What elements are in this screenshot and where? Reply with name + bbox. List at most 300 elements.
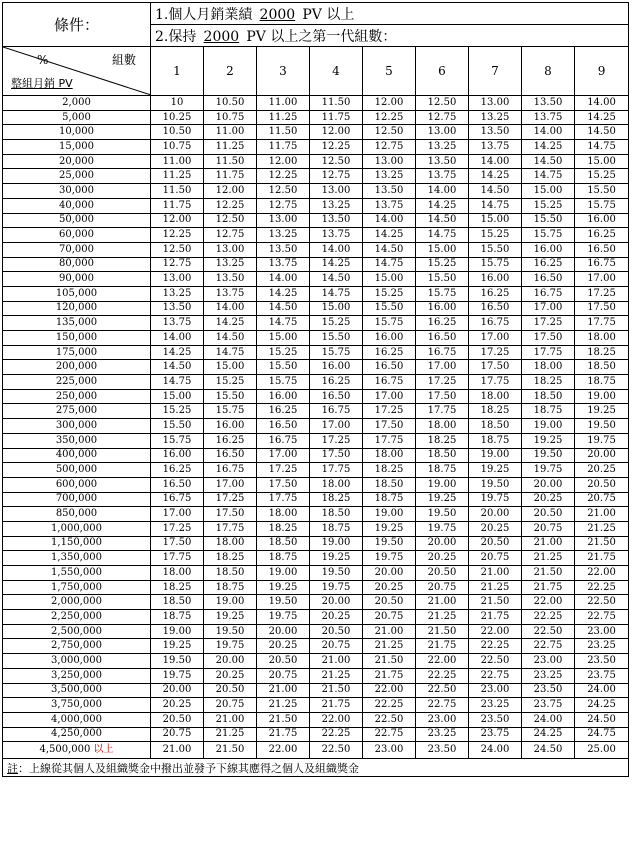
table-row (3, 551, 629, 566)
percentage-cell: 11.50 (151, 184, 204, 199)
pv-value: 1,350,000 (51, 552, 102, 564)
percentage-cell: 15.00 (204, 360, 257, 375)
table-row (3, 712, 629, 727)
table-row (3, 683, 629, 698)
percentage-cell: 16.50 (469, 301, 522, 316)
percentage-cell: 16.25 (469, 286, 522, 301)
percentage-cell: 15.25 (416, 257, 469, 272)
percentage-cell: 19.00 (310, 536, 363, 551)
percentage-cell: 14.50 (363, 242, 416, 257)
percentage-cell: 17.25 (204, 492, 257, 507)
percentage-cell: 15.50 (363, 301, 416, 316)
percentage-cell: 24.00 (575, 683, 629, 698)
percentage-cell: 12.00 (204, 184, 257, 199)
pv-value: 20,000 (59, 155, 94, 167)
percentage-cell: 20.75 (522, 521, 575, 536)
percentage-cell: 13.50 (416, 154, 469, 169)
pv-cell (3, 463, 151, 478)
percentage-cell: 15.25 (575, 169, 629, 184)
header-group-3: 3 (257, 47, 310, 96)
percentage-cell: 17.50 (416, 389, 469, 404)
percentage-cell: 22.75 (416, 698, 469, 713)
pv-value: 275,000 (55, 405, 98, 417)
percentage-cell: 23.25 (522, 668, 575, 683)
table-row (3, 154, 629, 169)
percentage-cell: 22.25 (416, 668, 469, 683)
percentage-cell: 16.75 (469, 316, 522, 331)
header-group-9: 9 (575, 47, 629, 96)
percentage-cell: 12.50 (416, 96, 469, 111)
percentage-cell: 14.75 (522, 169, 575, 184)
percentage-cell: 11.50 (204, 154, 257, 169)
pv-cell (3, 331, 151, 346)
condition-line-2-suffix: PV 以上之第一代組數： (246, 28, 397, 45)
percentage-cell: 16.25 (151, 463, 204, 478)
percentage-cell: 16.50 (522, 272, 575, 287)
percentage-cell: 17.25 (363, 404, 416, 419)
percentage-cell: 14.50 (151, 360, 204, 375)
percentage-cell: 15.00 (575, 154, 629, 169)
percentage-cell: 14.50 (416, 213, 469, 228)
percentage-cell: 20.75 (204, 698, 257, 713)
percentage-cell: 22.75 (575, 610, 629, 625)
percentage-cell: 15.75 (151, 433, 204, 448)
percentage-cell: 23.50 (575, 654, 629, 669)
pv-cell (3, 654, 151, 669)
table-row (3, 169, 629, 184)
percentage-cell: 20.50 (363, 595, 416, 610)
percentage-cell: 22.25 (363, 698, 416, 713)
pv-value: 4,500,000 (39, 744, 91, 756)
percentage-cell: 18.75 (469, 433, 522, 448)
percentage-cell: 21.25 (363, 639, 416, 654)
bonus-percentage-table (2, 2, 629, 777)
percentage-cell: 13.00 (363, 154, 416, 169)
pv-value: 700,000 (55, 493, 98, 505)
pv-value: 5,000 (62, 111, 91, 123)
percentage-cell: 22.50 (416, 683, 469, 698)
percentage-cell: 14.50 (522, 154, 575, 169)
percentage-cell: 18.50 (522, 389, 575, 404)
percentage-cell: 18.75 (310, 521, 363, 536)
table-row (3, 345, 629, 360)
percentage-cell: 22.00 (522, 595, 575, 610)
percentage-cell: 18.00 (469, 389, 522, 404)
percentage-cell: 14.50 (204, 331, 257, 346)
table-row (3, 110, 629, 125)
percentage-cell: 19.50 (363, 536, 416, 551)
percentage-cell: 21.50 (469, 595, 522, 610)
percentage-cell: 10.50 (151, 125, 204, 140)
percentage-cell: 15.25 (310, 316, 363, 331)
pv-cell (3, 404, 151, 419)
percentage-cell: 11.75 (204, 169, 257, 184)
pv-cell (3, 257, 151, 272)
percentage-cell: 12.75 (416, 110, 469, 125)
percentage-cell: 16.00 (257, 389, 310, 404)
percentage-cell: 17.75 (469, 375, 522, 390)
percentage-cell: 20.00 (469, 507, 522, 522)
percentage-cell: 17.00 (363, 389, 416, 404)
percentage-cell: 17.75 (575, 316, 629, 331)
pv-cell (3, 169, 151, 184)
pv-cell (3, 125, 151, 140)
percentage-cell: 22.50 (522, 624, 575, 639)
percentage-cell: 22.25 (310, 727, 363, 742)
pv-cell (3, 242, 151, 257)
percentage-cell: 15.25 (469, 228, 522, 243)
percentage-cell: 14.00 (575, 96, 629, 111)
percentage-cell: 19.75 (257, 610, 310, 625)
percentage-cell: 15.00 (310, 301, 363, 316)
percentage-cell: 22.00 (575, 566, 629, 581)
percentage-cell: 16.50 (575, 242, 629, 257)
pv-value: 30,000 (59, 184, 94, 196)
percentage-cell: 24.00 (522, 712, 575, 727)
table-row (3, 404, 629, 419)
table-row (3, 727, 629, 742)
percentage-cell: 19.00 (575, 389, 629, 404)
percentage-cell: 12.00 (151, 213, 204, 228)
percentage-cell: 17.25 (522, 316, 575, 331)
percentage-cell: 15.00 (257, 331, 310, 346)
percentage-cell: 22.50 (469, 654, 522, 669)
percentage-cell: 19.25 (151, 639, 204, 654)
percentage-cell: 24.50 (575, 712, 629, 727)
percentage-cell: 23.50 (469, 712, 522, 727)
percentage-cell: 12.50 (204, 213, 257, 228)
percentage-cell: 18.75 (416, 463, 469, 478)
percentage-cell: 11.00 (204, 125, 257, 140)
percentage-cell: 21.75 (363, 668, 416, 683)
percentage-cell: 13.25 (416, 140, 469, 155)
pv-cell (3, 213, 151, 228)
header-group-2: 2 (204, 47, 257, 96)
pv-cell (3, 228, 151, 243)
percentage-cell: 17.75 (257, 492, 310, 507)
percentage-cell: 23.75 (469, 727, 522, 742)
pv-value: 4,250,000 (51, 728, 102, 740)
pv-value: 40,000 (59, 199, 94, 211)
table-row (3, 96, 629, 111)
pv-cell (3, 140, 151, 155)
pv-value: 3,000,000 (51, 654, 102, 666)
percentage-cell: 12.75 (257, 198, 310, 213)
percentage-cell: 12.25 (363, 110, 416, 125)
percentage-cell: 18.75 (204, 580, 257, 595)
percentage-cell: 25.00 (575, 742, 629, 759)
percentage-cell: 15.75 (522, 228, 575, 243)
table-row (3, 375, 629, 390)
percentage-cell: 20.75 (363, 610, 416, 625)
percentage-cell: 16.75 (310, 404, 363, 419)
pv-cell (3, 698, 151, 713)
condition-line-2 (151, 25, 629, 47)
percentage-cell: 15.50 (257, 360, 310, 375)
table-row (3, 316, 629, 331)
pv-value: 10,000 (59, 126, 94, 138)
percentage-cell: 14.25 (416, 198, 469, 213)
percentage-cell: 21.50 (257, 712, 310, 727)
percentage-cell: 19.50 (257, 595, 310, 610)
percentage-cell: 12.75 (310, 169, 363, 184)
percentage-cell: 17.00 (257, 448, 310, 463)
percentage-cell: 18.75 (257, 551, 310, 566)
percentage-cell: 17.00 (204, 477, 257, 492)
percentage-cell: 23.00 (522, 654, 575, 669)
pv-cell (3, 272, 151, 287)
pv-cell (3, 345, 151, 360)
pv-cell (3, 360, 151, 375)
percentage-cell: 13.50 (151, 301, 204, 316)
percentage-cell: 21.00 (310, 654, 363, 669)
percentage-cell: 14.75 (310, 286, 363, 301)
percentage-cell: 20.25 (575, 463, 629, 478)
percentage-cell: 14.00 (363, 213, 416, 228)
table-row (3, 654, 629, 669)
percentage-cell: 21.00 (469, 566, 522, 581)
percentage-cell: 13.50 (204, 272, 257, 287)
percentage-cell: 12.25 (310, 140, 363, 155)
percentage-cell: 15.00 (416, 242, 469, 257)
percentage-cell: 13.75 (204, 286, 257, 301)
pv-value: 3,250,000 (51, 669, 102, 681)
percentage-cell: 15.75 (416, 286, 469, 301)
percentage-cell: 16.50 (204, 448, 257, 463)
percentage-cell: 16.25 (416, 316, 469, 331)
percentage-cell: 11.25 (257, 110, 310, 125)
percentage-cell: 16.25 (310, 375, 363, 390)
percentage-cell: 16.00 (363, 331, 416, 346)
table-row (3, 477, 629, 492)
percentage-cell: 18.25 (204, 551, 257, 566)
percentage-cell: 19.50 (204, 624, 257, 639)
percentage-cell: 20.75 (151, 727, 204, 742)
percentage-cell: 18.00 (310, 477, 363, 492)
percentage-cell: 15.75 (469, 257, 522, 272)
percentage-cell: 13.75 (257, 257, 310, 272)
header-group-1: 1 (151, 47, 204, 96)
percentage-cell: 22.00 (469, 624, 522, 639)
condition-line-1-value: 2000 (259, 6, 296, 23)
percentage-cell: 18.75 (575, 375, 629, 390)
percentage-cell: 16.25 (363, 345, 416, 360)
percentage-cell: 22.75 (363, 727, 416, 742)
pv-value: 105,000 (55, 287, 98, 299)
percentage-cell: 20.50 (151, 712, 204, 727)
percentage-cell: 21.00 (522, 536, 575, 551)
pv-cell (3, 110, 151, 125)
pv-value: 120,000 (55, 302, 98, 314)
percentage-cell: 19.50 (310, 566, 363, 581)
percentage-cell: 21.25 (575, 521, 629, 536)
percentage-cell: 10.50 (204, 96, 257, 111)
percentage-cell: 15.50 (575, 184, 629, 199)
percentage-cell: 15.50 (151, 419, 204, 434)
percentage-cell: 19.00 (151, 624, 204, 639)
bonus-table-sheet (2, 2, 628, 777)
percentage-cell: 14.75 (363, 257, 416, 272)
percentage-cell: 17.00 (469, 331, 522, 346)
percentage-cell: 17.50 (522, 331, 575, 346)
percentage-cell: 21.50 (416, 624, 469, 639)
pv-value: 350,000 (55, 434, 98, 446)
percentage-cell: 22.00 (257, 742, 310, 759)
percentage-cell: 21.25 (416, 610, 469, 625)
percentage-cell: 17.75 (416, 404, 469, 419)
pv-value: 150,000 (55, 331, 98, 343)
percentage-cell: 13.00 (469, 96, 522, 111)
percentage-cell: 15.50 (522, 213, 575, 228)
pv-value: 50,000 (59, 214, 94, 226)
percentage-cell: 12.50 (257, 184, 310, 199)
percentage-cell: 15.50 (204, 389, 257, 404)
header-group-7: 7 (469, 47, 522, 96)
percentage-cell: 23.25 (416, 727, 469, 742)
pv-value: 200,000 (55, 361, 98, 373)
pv-value: 4,000,000 (51, 713, 102, 725)
percentage-cell: 15.75 (257, 375, 310, 390)
percentage-cell: 18.25 (522, 375, 575, 390)
note-row (3, 759, 629, 777)
percentage-cell: 21.75 (522, 580, 575, 595)
percentage-cell: 13.50 (363, 184, 416, 199)
percentage-cell: 18.25 (416, 433, 469, 448)
table-row (3, 198, 629, 213)
percentage-cell: 11.00 (257, 96, 310, 111)
percentage-cell: 19.00 (522, 419, 575, 434)
table-row (3, 580, 629, 595)
percentage-cell: 12.00 (310, 125, 363, 140)
percentage-cell: 19.25 (575, 404, 629, 419)
percentage-cell: 20.25 (416, 551, 469, 566)
percentage-cell: 15.25 (204, 375, 257, 390)
percentage-cell: 13.25 (204, 257, 257, 272)
pv-cell (3, 448, 151, 463)
pv-cell (3, 521, 151, 536)
percentage-cell: 14.00 (151, 331, 204, 346)
pv-value: 225,000 (55, 375, 98, 387)
pv-value: 15,000 (59, 140, 94, 152)
percentage-cell: 20.25 (469, 521, 522, 536)
percentage-cell: 18.50 (575, 360, 629, 375)
percentage-cell: 12.75 (151, 257, 204, 272)
percentage-cell: 20.00 (416, 536, 469, 551)
percentage-cell: 13.75 (522, 110, 575, 125)
percentage-cell: 15.75 (363, 316, 416, 331)
percentage-cell: 14.75 (469, 198, 522, 213)
percentage-cell: 18.50 (204, 566, 257, 581)
percentage-cell: 20.00 (363, 566, 416, 581)
header-group-5: 5 (363, 47, 416, 96)
percentage-cell: 13.75 (151, 316, 204, 331)
table-row (3, 140, 629, 155)
percentage-cell: 20.25 (363, 580, 416, 595)
percentage-cell: 13.50 (469, 125, 522, 140)
percentage-cell: 18.75 (363, 492, 416, 507)
percentage-cell: 16.75 (522, 286, 575, 301)
percentage-cell: 21.25 (522, 551, 575, 566)
percentage-cell: 13.75 (469, 140, 522, 155)
percentage-cell: 22.00 (310, 712, 363, 727)
percentage-cell: 15.00 (363, 272, 416, 287)
percentage-cell: 17.50 (363, 419, 416, 434)
condition-row-1 (3, 3, 629, 25)
percentage-cell: 21.75 (310, 698, 363, 713)
percentage-cell: 12.00 (363, 96, 416, 111)
footnote-text: ：上線從其個人及組織獎金中撥出並發予下線其應得之個人及組織獎金 (18, 761, 359, 775)
table-row (3, 698, 629, 713)
percentage-cell: 22.75 (469, 668, 522, 683)
percentage-cell: 13.75 (416, 169, 469, 184)
percentage-cell: 17.00 (416, 360, 469, 375)
percentage-cell: 18.50 (363, 477, 416, 492)
pv-value: 3,750,000 (51, 699, 102, 711)
percentage-cell: 18.50 (416, 448, 469, 463)
percentage-cell: 22.00 (416, 654, 469, 669)
percentage-cell: 17.25 (575, 286, 629, 301)
pv-cell (3, 712, 151, 727)
percentage-cell: 13.00 (416, 125, 469, 140)
percentage-cell: 13.75 (363, 198, 416, 213)
percentage-cell: 15.75 (204, 404, 257, 419)
percentage-cell: 12.50 (363, 125, 416, 140)
pv-cell (3, 595, 151, 610)
percentage-cell: 18.00 (522, 360, 575, 375)
percentage-cell: 19.75 (575, 433, 629, 448)
percentage-cell: 13.50 (522, 96, 575, 111)
percentage-cell: 23.75 (522, 698, 575, 713)
pv-value: 3,500,000 (51, 684, 102, 696)
pv-value: 2,000,000 (51, 596, 102, 608)
percentage-cell: 13.25 (151, 286, 204, 301)
percentage-cell: 23.00 (469, 683, 522, 698)
percentage-cell: 16.50 (310, 389, 363, 404)
percentage-cell: 21.75 (575, 551, 629, 566)
percentage-cell: 22.50 (363, 712, 416, 727)
percentage-cell: 23.50 (416, 742, 469, 759)
percentage-cell: 14.00 (469, 154, 522, 169)
percentage-cell: 24.50 (522, 742, 575, 759)
percentage-cell: 18.50 (151, 595, 204, 610)
pv-cell (3, 551, 151, 566)
percentage-cell: 18.00 (416, 419, 469, 434)
percentage-cell: 19.25 (310, 551, 363, 566)
percentage-cell: 20.75 (257, 668, 310, 683)
percentage-cell: 15.00 (469, 213, 522, 228)
percentage-cell: 16.75 (151, 492, 204, 507)
percentage-cell: 11.75 (310, 110, 363, 125)
percentage-cell: 19.00 (469, 448, 522, 463)
pv-cell (3, 566, 151, 581)
percentage-cell: 16.75 (257, 433, 310, 448)
percentage-cell: 22.25 (575, 580, 629, 595)
percentage-cell: 20.25 (151, 698, 204, 713)
table-row (3, 521, 629, 536)
percentage-cell: 16.75 (363, 375, 416, 390)
percentage-cell: 17.00 (310, 419, 363, 434)
percentage-cell: 11.50 (257, 125, 310, 140)
percentage-cell: 20.75 (310, 639, 363, 654)
percentage-cell: 17.50 (469, 360, 522, 375)
table-row (3, 536, 629, 551)
percentage-cell: 10 (151, 96, 204, 111)
pv-cell (3, 96, 151, 111)
percentage-cell: 20.75 (469, 551, 522, 566)
percentage-cell: 15.25 (257, 345, 310, 360)
table-row (3, 213, 629, 228)
percentage-cell: 14.25 (522, 140, 575, 155)
